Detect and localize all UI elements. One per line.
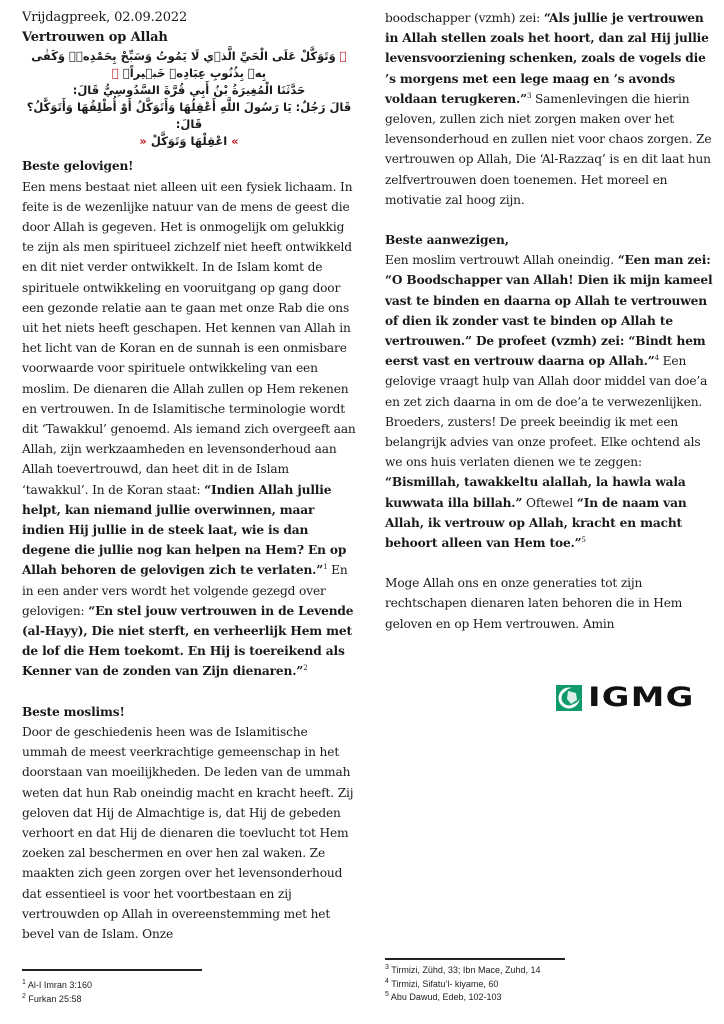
paragraph-gap xyxy=(385,210,717,230)
quote-close: « xyxy=(139,134,147,149)
igmg-logo xyxy=(556,682,695,713)
footnote-number: 1 xyxy=(22,979,26,986)
hadith-line-1: حَدَّثَنَا الْمُغِيرَةُ بْنُ أَبِي قُرَّةَ السَّدُوسِيُّ قَالَ: xyxy=(72,83,306,98)
logo-text: IGMG xyxy=(588,682,695,713)
right-column xyxy=(385,8,717,634)
hadith-line-2: قَالَ رَجُلٌ: يَا رَسُولَ اللَّهِ أَعْقِلُهَا وَأَتَوَكَّلُ أَوْ أُطْلِقُهَا وَأَتَوَكَّلُ؟ قَالَ: xyxy=(26,100,352,132)
footnote-text: Tirmizi, Zühd, 33; Ibn Mace, Zuhd, 14 xyxy=(391,965,541,975)
footnote-text: Tirmizi, Sifatu’l- kiyame, 60 xyxy=(391,978,499,989)
footnote-number: 3 xyxy=(385,964,389,971)
footnote-text: Abu Dawud, Edeb, 102-103 xyxy=(390,992,502,1002)
crescent-logo-icon xyxy=(556,685,582,711)
footnote-divider-left xyxy=(22,969,202,971)
hadith-quote: اعْقِلْهَا وَتَوَكَّلْ xyxy=(150,134,228,149)
text-run: Een mens bestaat niet alleen uit een fysiek lichaam. In feite is de wezenlijke natuur van de mens de geest die door Allah is gegeven. Het is onmogelijk om gelukkig te zijn als men spiritueel zichzelf niet heeft ontwikkeld en dit niet verder ontwikkelt. In de Islam komt de spirituele ontwikkeling en vooruitgang op gang door een gezonde relatie aan te gaan met onze Rab die ons uit het niets heeft geschapen. Het kennen van Allah in het licht van de Koran en de sunnah is een onmisbare voorwaarde voor spirituele ontwikkeling van een moslim. De dienaren die Allah zullen op Hem rekenen en vertrouwen. In de Islamitische terminologie wordt dit ‘Tawakkul’ genoemd. Als iemand zich overgeeft aan Allah, zijn werkzaamheden en levensonderhoud aan Allah toevertrouwd, dan heet dit in de Islam ‘tawakkul’. In de Koran staat: xyxy=(22,179,356,497)
bold-quote: “Als jullie je vertrouwen in Allah stellen zoals het hoort, dan zal Hij jullie levensvoorziening schenken, zoals de vogels die ’s morgens met een lege maag en ’s avonds voldaan terugkeren.” xyxy=(385,11,709,106)
footnotes-right xyxy=(385,964,540,1005)
paragraph-gap xyxy=(385,553,717,573)
paragraph xyxy=(22,722,356,944)
paragraph xyxy=(385,250,717,412)
text-run: Samenlevingen die hierin geloven, zullen zich niet zorgen maken over het levensonderhoud en zullen niet voor chaos zorgen. Ze vertrouwen op Allah, Die ‘Al-Razzaq’ is en dit laat hun zelfvertrouwen doen toenemen. Het moreel en motivatie zal hoog zijn. xyxy=(385,91,712,207)
footnote-ref: 2 xyxy=(303,664,308,673)
bold-quote: “In de naam van Allah, ik vertrouw op Allah, kracht en macht behoort alleen van Hem toe.” xyxy=(385,495,687,551)
right-body xyxy=(385,8,717,634)
date-line: Vrijdagpreek, 02.09.2022 xyxy=(22,10,188,25)
verse-bracket-open: ﴾ xyxy=(339,49,347,64)
footnote-number: 2 xyxy=(22,992,26,1000)
bold-quote: “Een man zei: “O Boodschapper van Allah! Dien ik mijn kameel vast te binden en daarna op Allah te vertrouwen of dien ik zonder vast te binden op Allah te vertrouwen.” De profeet (vzmh) zei: “Bindt hem eerst vast en vertrouw daarna op Allah.” xyxy=(385,253,713,369)
paragraph xyxy=(22,177,356,682)
footnote-ref: 5 xyxy=(581,536,586,545)
bold-quote: “Bismillah, tawakkeltu alallah, la hawla wala kuwwata illa billah.” xyxy=(385,475,686,510)
text-run: boodschapper (vzmh) zei: xyxy=(385,11,544,25)
footnote-number: 4 xyxy=(385,977,389,985)
section-heading: Beste moslims! xyxy=(22,704,125,719)
left-body xyxy=(22,156,356,944)
footnote-ref: 3 xyxy=(526,91,532,100)
text-run: Broeders, zusters! De preek beeindig ik met een belangrijk advies van onze profeet. Elke ochtend als we ons huis verlaten dienen we te zeggen: xyxy=(385,414,701,470)
text-run: Een gelovige vraagt hulp van Allah door middel van doe’a en zet zich daarna in om de doe’a te verwezenlijken. xyxy=(385,354,708,409)
quote-open: » xyxy=(231,134,239,149)
footnote xyxy=(22,993,92,1007)
text-run: Een moslim vertrouwt Allah oneindig. xyxy=(385,253,618,268)
left-column xyxy=(22,8,356,944)
hadith-line-3 xyxy=(22,133,356,150)
text-run: Door de geschiedenis heen was de Islamitische ummah de meest veerkrachtige gemeenschap in het doorstaan van moeilijkheden. De leden van de ummah weten dat hun Rab oneindig macht en kracht heeft. Zij geloven dat Hij de Almachtige is, dat Hij de gebeden verhoort en dat Hij de dienaren die toevlucht tot Hem zoeken zal beschermen en over hen zal waken. Ze maakten zich geen zorgen over het levensonderhoud dat essentieel is voor het voortbestaan en zij vertrouwden op Allah in overeenstemming met het bevel van de Islam. Onze xyxy=(22,724,354,941)
text-run: Oftewel xyxy=(522,495,577,510)
footnote xyxy=(385,964,540,978)
bold-quote: “Indien Allah jullie helpt, kan niemand jullie overwinnen, maar indien Hij jullie in de steek laat, wie is dan degene die jullie nog kan helpen na Hem? En op Allah behoren de gelovigen zich te verlaten.” xyxy=(22,482,347,578)
verse-bracket-close: ﴿ xyxy=(111,66,119,81)
footnote-divider-right xyxy=(385,958,565,960)
footnote-number: 5 xyxy=(385,991,389,998)
footnote xyxy=(22,979,92,993)
footnote xyxy=(385,991,540,1005)
footnote-ref: 4 xyxy=(654,354,659,363)
section-heading: Beste gelovigen! xyxy=(22,159,134,174)
footnote-ref: 1 xyxy=(323,563,328,572)
arabic-verse xyxy=(22,48,356,82)
paragraph xyxy=(385,573,717,634)
footnote xyxy=(385,978,540,992)
paragraph-gap xyxy=(22,682,356,702)
text-run: Moge Allah ons en onze generaties tot zijn rechtschapen dienaren laten behoren die in Hem geloven en op Hem vertrouwen. Amin xyxy=(385,576,683,631)
section-heading: Beste aanwezigen, xyxy=(385,233,509,248)
paragraph xyxy=(385,412,717,553)
paragraph xyxy=(385,8,717,210)
verse-text: وَتَوَكَّلْ عَلَى الْحَيِّ الَّذ۪ي لَا يَمُوتُ وَسَبِّحْ بِحَمْدِه۪ۜ وَكَفٰى بِه۪ بِذُنُوبِ عِبَادِه۪ خَب۪يراًۚ xyxy=(31,49,336,81)
page-title: Vertrouwen op Allah xyxy=(22,30,168,46)
footnote-text: Furkan 25:58 xyxy=(28,993,82,1004)
footnotes-left xyxy=(22,979,92,1006)
text-run: En in een ander vers wordt het volgende gezegd over gelovigen: xyxy=(22,563,348,618)
bold-quote: “En stel jouw vertrouwen in de Levende (al-Hayy), Die niet sterft, en verheerlijk Hem met de lof die Hem toekomt. En Hij is toereikend als Kenner van de zonden van Zijn dienaren.” xyxy=(22,603,354,679)
footnote-text: Al-I Imran 3:160 xyxy=(27,980,92,990)
